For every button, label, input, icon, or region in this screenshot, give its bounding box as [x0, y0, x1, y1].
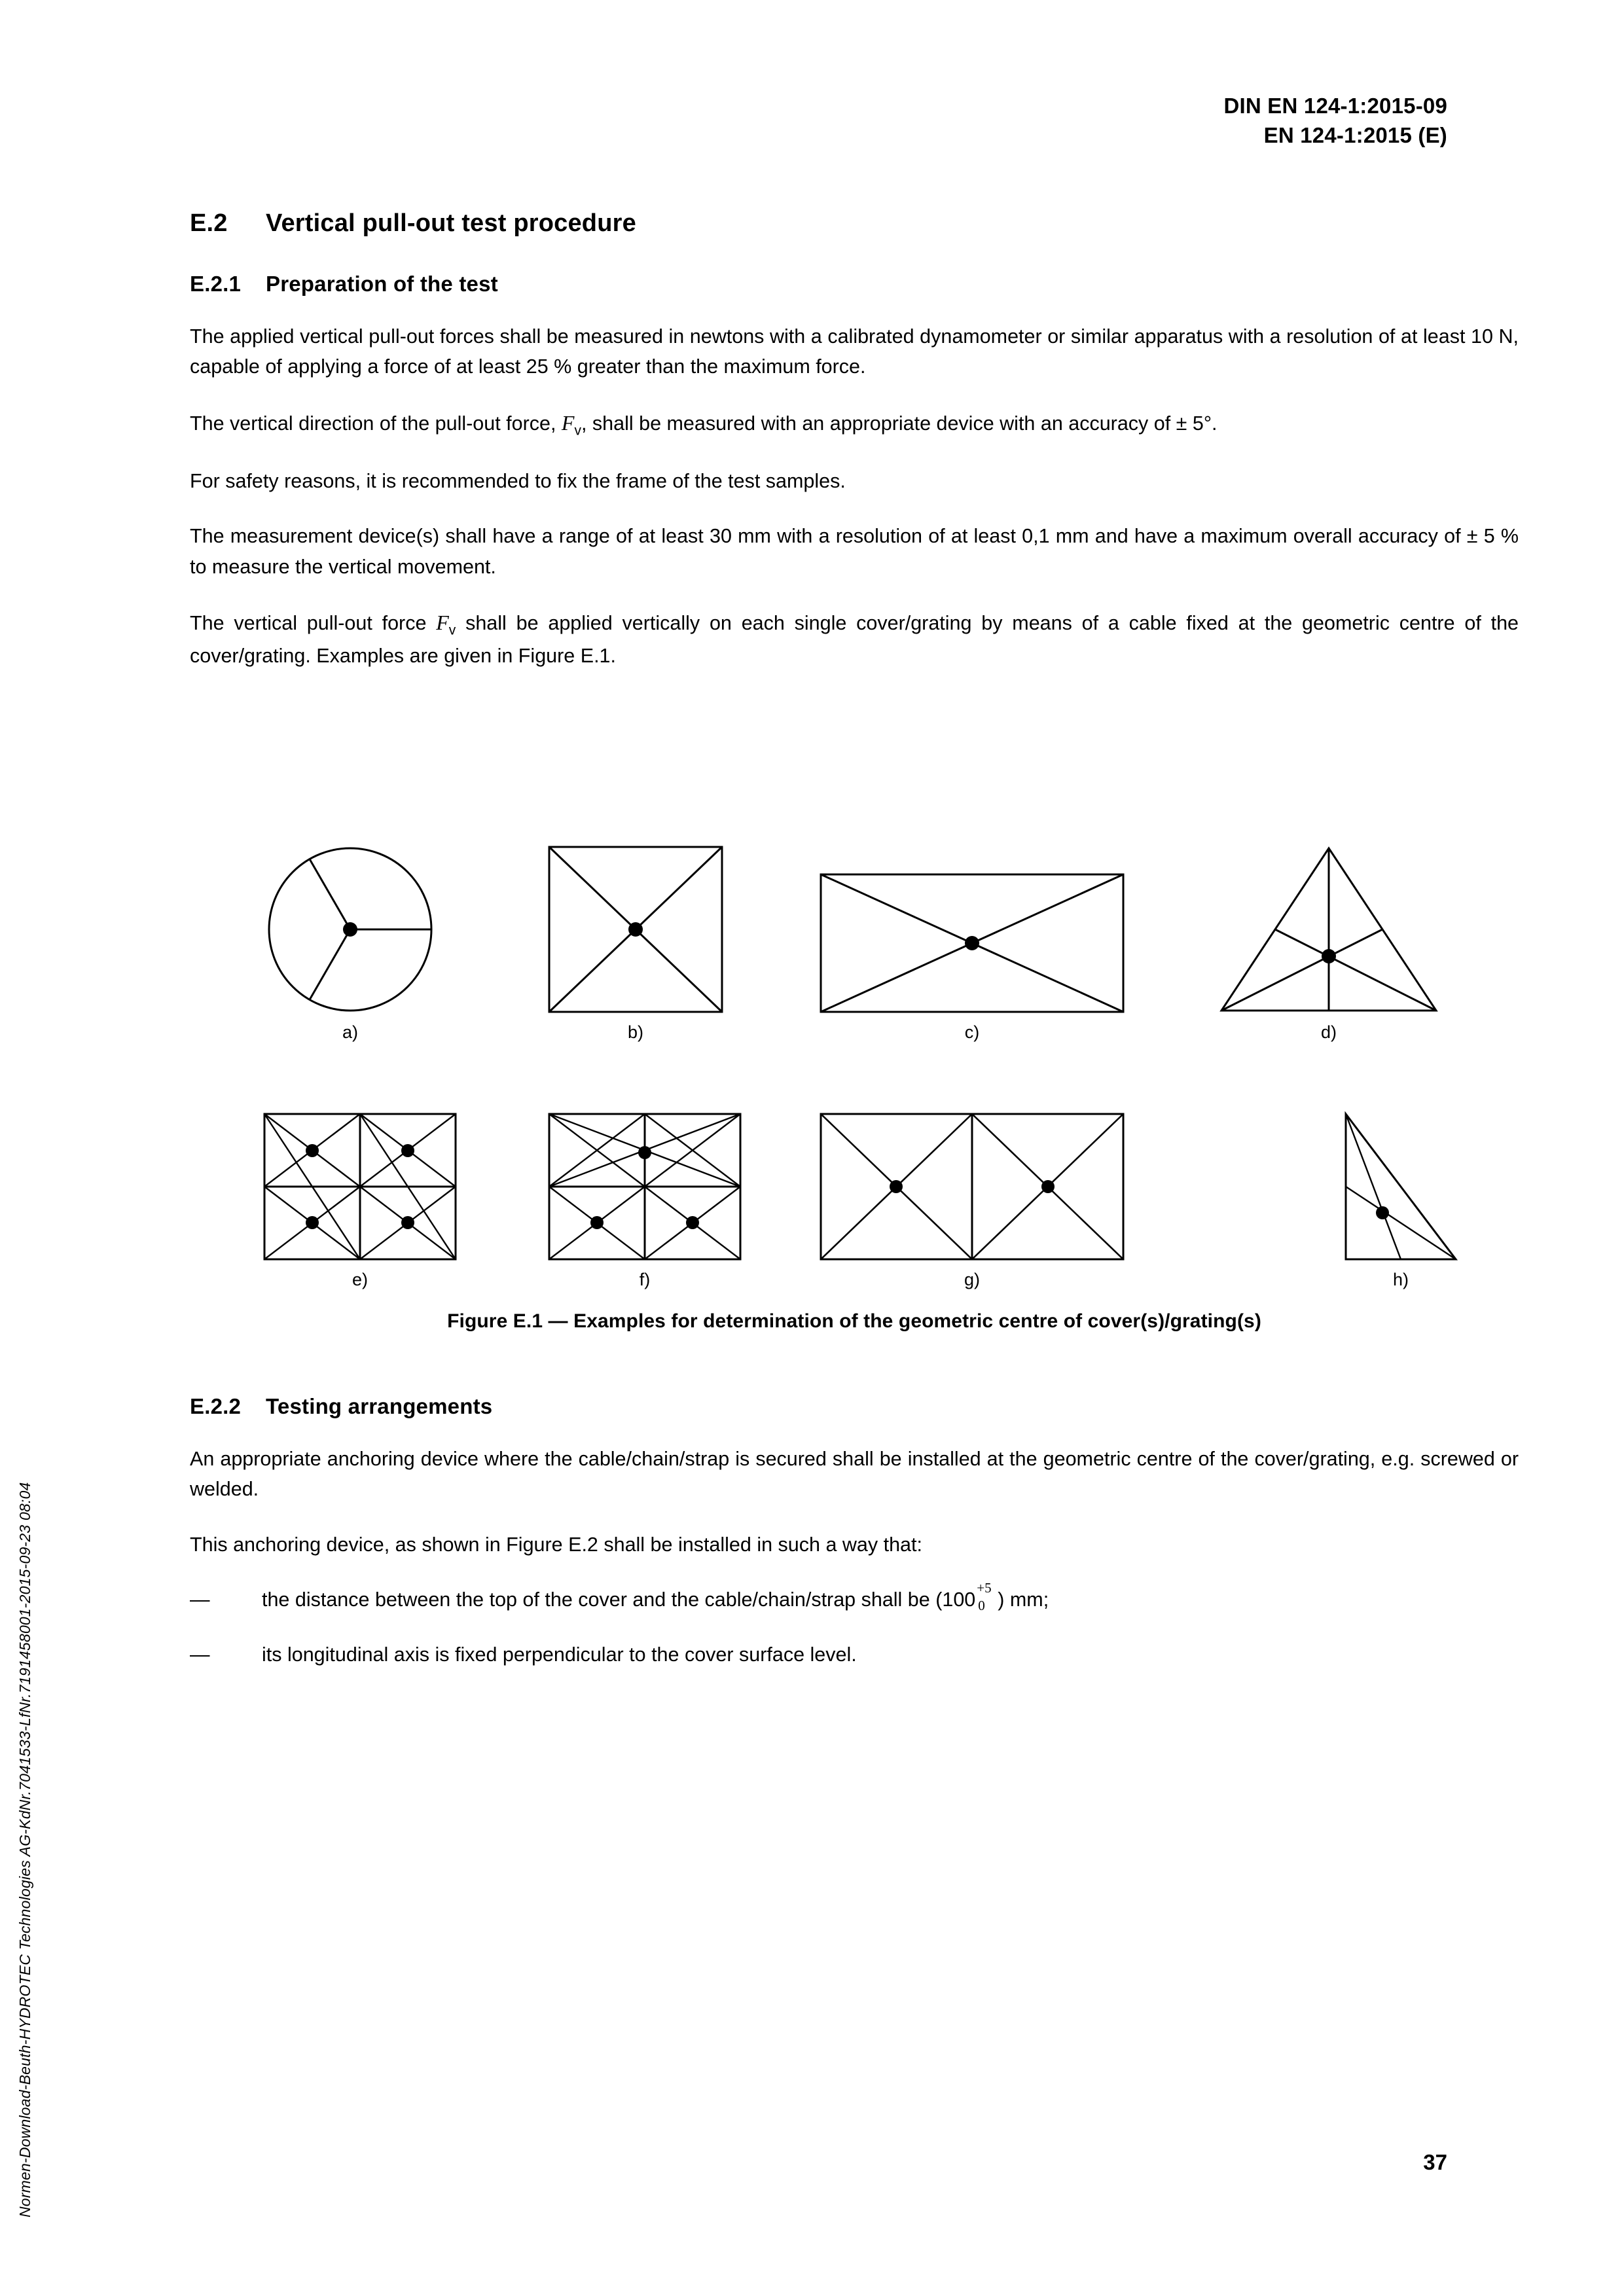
figure-item-e — [262, 1111, 458, 1265]
paragraph-2-text-a: The vertical direction of the pull-out force, — [190, 412, 562, 435]
figure-label-d: d) — [1320, 1022, 1337, 1042]
tolerance-lower: 0 — [978, 1597, 985, 1613]
page-header — [1223, 92, 1447, 150]
symbol-force-v-2 — [436, 611, 456, 638]
tolerance-upper: +5 — [977, 1579, 992, 1596]
paragraph-2 — [190, 407, 1519, 441]
figure-row-2 — [190, 1098, 1519, 1295]
shape-four-panel-grid-a — [262, 1111, 458, 1262]
section-number-e22: E.2.2 — [190, 1394, 242, 1418]
shape-circle-three-spokes — [265, 844, 435, 1014]
paragraph-3: For safety reasons, it is recommended to fix the frame of the test samples. — [190, 469, 846, 492]
bullet-text-1-b: ) mm; — [998, 1588, 1049, 1611]
figure-label-h: h) — [1392, 1270, 1409, 1289]
paragraph-2-text-b: , shall be measured with an appropriate device with an accuracy of ± 5°. — [581, 412, 1218, 435]
section-heading-e22 — [190, 1394, 1519, 1419]
figure-caption: Figure E.1 — Examples for determination of the geometric centre of cover(s)/grating(s) — [447, 1310, 1261, 1332]
bullet-item-1 — [190, 1579, 1519, 1615]
bullet-text-2: its longitudinal axis is fixed perpendicular to the cover surface level. — [262, 1643, 857, 1666]
header-standard-id: DIN EN 124-1:2015-09 — [1223, 94, 1447, 118]
section-title-e2: Vertical pull-out test procedure — [266, 209, 636, 237]
figure-label-e: e) — [352, 1270, 368, 1289]
shape-rectangle-diagonals — [818, 872, 1126, 1014]
figure-e1 — [190, 844, 1519, 1333]
figure-label-f: f) — [639, 1270, 651, 1289]
section-heading-e21 — [190, 272, 1519, 296]
bullet-text-1 — [262, 1579, 1049, 1615]
figure-item-f — [547, 1111, 743, 1265]
page-number: 37 — [1423, 2150, 1447, 2174]
paragraph-6: An appropriate anchoring device where the cable/chain/strap is secured shall be installed at the geometric centre of the cover/grating, e.g. screwed or welded. — [190, 1448, 1519, 1501]
shape-right-triangle — [1342, 1111, 1460, 1262]
figure-label-g: g) — [964, 1270, 980, 1289]
paragraph-7: This anchoring device, as shown in Figure E.2 shall be installed in such a way that: — [190, 1533, 922, 1556]
section-number-e21: E.2.1 — [190, 272, 242, 296]
figure-item-b — [547, 844, 725, 1018]
section-title-e21: Preparation of the test — [266, 272, 498, 296]
figure-row-1 — [190, 844, 1519, 1060]
symbol-force-subscript: v — [574, 423, 581, 439]
figure-label-b: b) — [627, 1022, 643, 1042]
bullet-item-2 — [190, 1640, 1519, 1670]
header-standard-en: EN 124-1:2015 (E) — [1263, 122, 1447, 147]
symbol-force-subscript-2: v — [448, 622, 456, 638]
figure-label-c: c) — [964, 1022, 980, 1042]
figure-item-c — [818, 872, 1126, 1018]
figure-item-a — [265, 844, 435, 1018]
paragraph-4: The measurement device(s) shall have a range of at least 30 mm with a resolution of at least 0,1 mm and have a maximum overall accuracy of ± 5 % to measure the vertical movement. — [190, 525, 1519, 578]
shape-two-panel-rectangle — [818, 1111, 1126, 1262]
figure-item-d — [1218, 844, 1440, 1018]
symbol-force-letter-2: F — [436, 611, 449, 635]
section-number-e2: E.2 — [190, 209, 228, 237]
figure-label-a: a) — [342, 1022, 358, 1042]
shape-triangle-medians — [1218, 844, 1440, 1014]
download-watermark: Normen-Download-Beuth-HYDROTEC Technologies AG-KdNr.7041533-LfNr.7191458001-2015-09-23 08:04 — [16, 1482, 33, 2217]
shape-four-panel-grid-b — [547, 1111, 743, 1262]
symbol-force-v — [561, 410, 581, 439]
section-heading-e2 — [190, 209, 1519, 238]
figure-item-h — [1342, 1111, 1460, 1265]
shape-square-diagonals — [547, 844, 725, 1014]
paragraph-1: The applied vertical pull-out forces shall be measured in newtons with a calibrated dynamometer or similar apparatus with a resolution of at least 10 N, capable of applying a force of at least 25 % greater than the maximum force. — [190, 325, 1519, 378]
document-body — [190, 209, 1519, 672]
paragraph-5-text-a: The vertical pull-out force — [190, 612, 437, 635]
document-body-lower — [190, 1394, 1519, 1695]
symbol-force-letter: F — [561, 410, 575, 435]
bullet-dash-1: — — [190, 1588, 210, 1611]
bullet-text-1-a: the distance between the top of the cover and the cable/chain/strap shall be (100 — [262, 1588, 976, 1611]
figure-item-g — [818, 1111, 1126, 1265]
section-title-e22: Testing arrangements — [266, 1394, 493, 1418]
paragraph-5-text-b: shall be applied vertically on each single cover/grating by means of a cable fixed at the geometric centre of the cover/grating. Examples are given in Figure E.1. — [190, 612, 1519, 668]
bullet-dash-2: — — [190, 1643, 210, 1666]
paragraph-5 — [190, 607, 1519, 672]
tolerance-stack — [975, 1579, 998, 1613]
